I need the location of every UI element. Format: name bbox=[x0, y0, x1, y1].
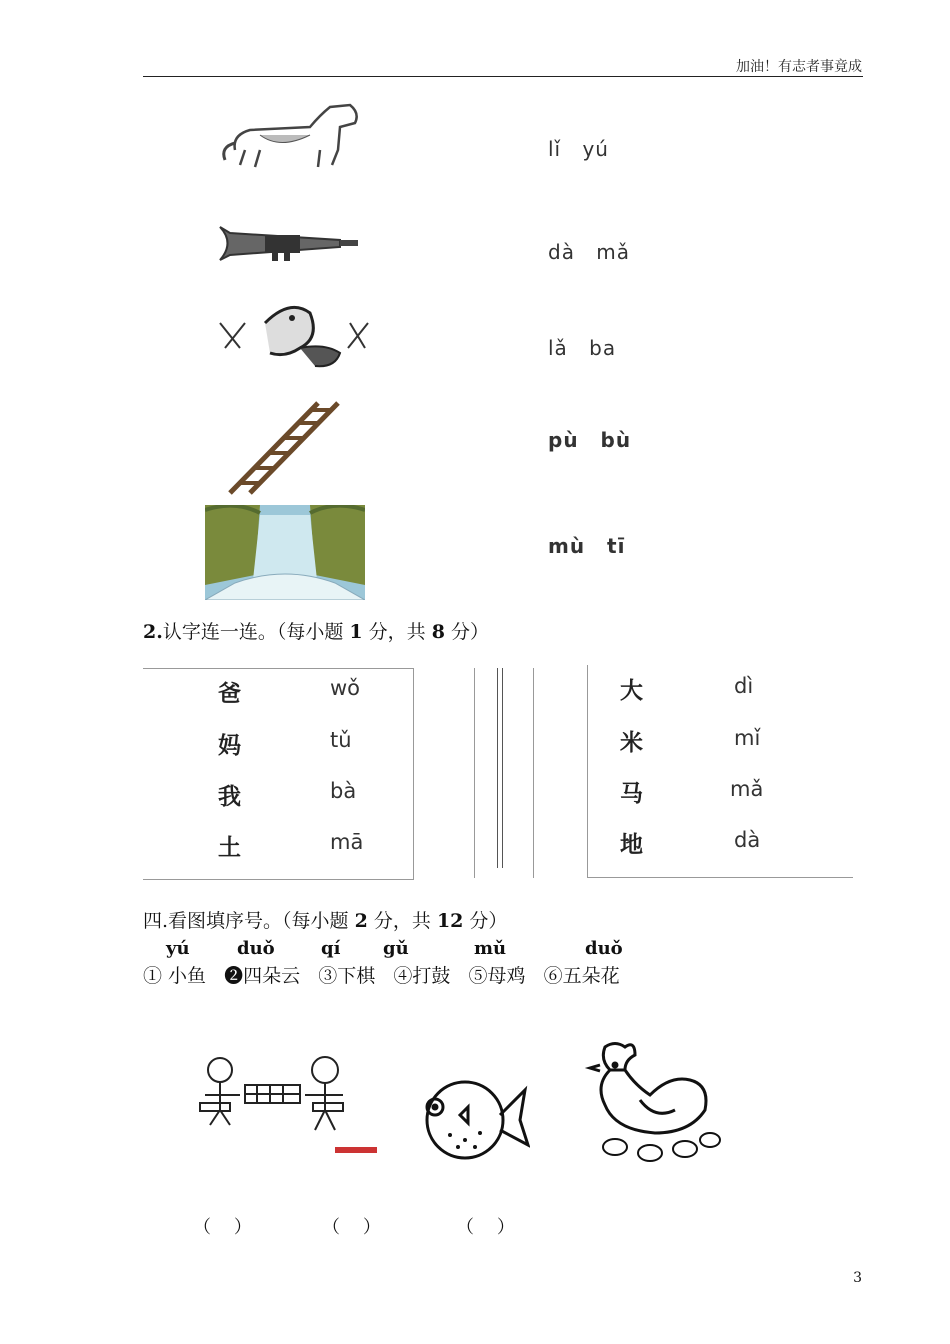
pinyin-ma3[interactable]: mǎ bbox=[730, 777, 764, 801]
char-ma-horse[interactable]: 马 bbox=[620, 781, 643, 807]
trumpet-icon bbox=[200, 205, 375, 285]
pinyin-item-1: lǐ yú bbox=[548, 137, 609, 161]
char-wo[interactable]: 我 bbox=[218, 784, 241, 810]
char-da[interactable]: 大 bbox=[620, 678, 643, 704]
match-box-left bbox=[143, 668, 414, 880]
pinyin-item-2: dà mǎ bbox=[548, 240, 631, 264]
char-di[interactable]: 地 bbox=[620, 832, 643, 858]
pinyin-duo: duǒ bbox=[237, 938, 275, 959]
match-box-divider bbox=[474, 668, 534, 878]
section-2-title: 2.认字连一连。（每小题 1 分，共 8 分） bbox=[143, 621, 489, 643]
answer-blank-3[interactable]: （ ） bbox=[456, 1217, 515, 1238]
horse-icon bbox=[200, 95, 375, 175]
char-mi[interactable]: 米 bbox=[620, 730, 643, 756]
section-4-title: 四.看图填序号。（每小题 2 分，共 12 分） bbox=[143, 910, 508, 932]
char-ba[interactable]: 爸 bbox=[218, 681, 241, 707]
answer-blank-2[interactable]: （ ） bbox=[322, 1217, 381, 1238]
header-rule bbox=[143, 76, 863, 77]
pinyin-yu: yú bbox=[166, 938, 190, 959]
answer-blank-1[interactable]: （ ） bbox=[193, 1217, 252, 1238]
chess-players-icon bbox=[185, 1055, 385, 1165]
pinyin-mu: mǔ bbox=[474, 938, 507, 959]
hen-icon bbox=[580, 1035, 730, 1165]
pinyin-ma[interactable]: mā bbox=[330, 830, 364, 854]
pinyin-qi: qí bbox=[321, 938, 341, 959]
ladder-icon bbox=[200, 398, 375, 498]
divider-line bbox=[497, 668, 503, 868]
pinyin-tu[interactable]: tǔ bbox=[330, 728, 352, 752]
pinyin-wo[interactable]: wǒ bbox=[330, 676, 361, 700]
pinyin-mi[interactable]: mǐ bbox=[734, 726, 761, 750]
pinyin-ba[interactable]: bà bbox=[330, 779, 357, 803]
page-number: 3 bbox=[853, 1270, 862, 1286]
pinyin-item-5: mù tī bbox=[548, 534, 626, 558]
header-motto: 加油！有志者事竟成 bbox=[736, 59, 862, 75]
pinyin-gu: gǔ bbox=[383, 938, 409, 959]
pinyin-item-4: pù bù bbox=[548, 428, 632, 452]
pinyin-duo2: duǒ bbox=[585, 938, 623, 959]
pinyin-di[interactable]: dì bbox=[734, 674, 754, 698]
waterfall-icon bbox=[205, 505, 365, 600]
choice-list: ① 小鱼 ❷四朵云 ③下棋 ④打鼓 ⑤母鸡 ⑥五朵花 bbox=[143, 965, 620, 987]
pinyin-da[interactable]: dà bbox=[734, 828, 761, 852]
char-ma[interactable]: 妈 bbox=[218, 733, 241, 759]
char-tu[interactable]: 土 bbox=[218, 835, 241, 861]
carp-icon bbox=[200, 298, 375, 378]
fish-icon bbox=[420, 1075, 530, 1165]
pinyin-item-3: lǎ ba bbox=[548, 336, 617, 360]
